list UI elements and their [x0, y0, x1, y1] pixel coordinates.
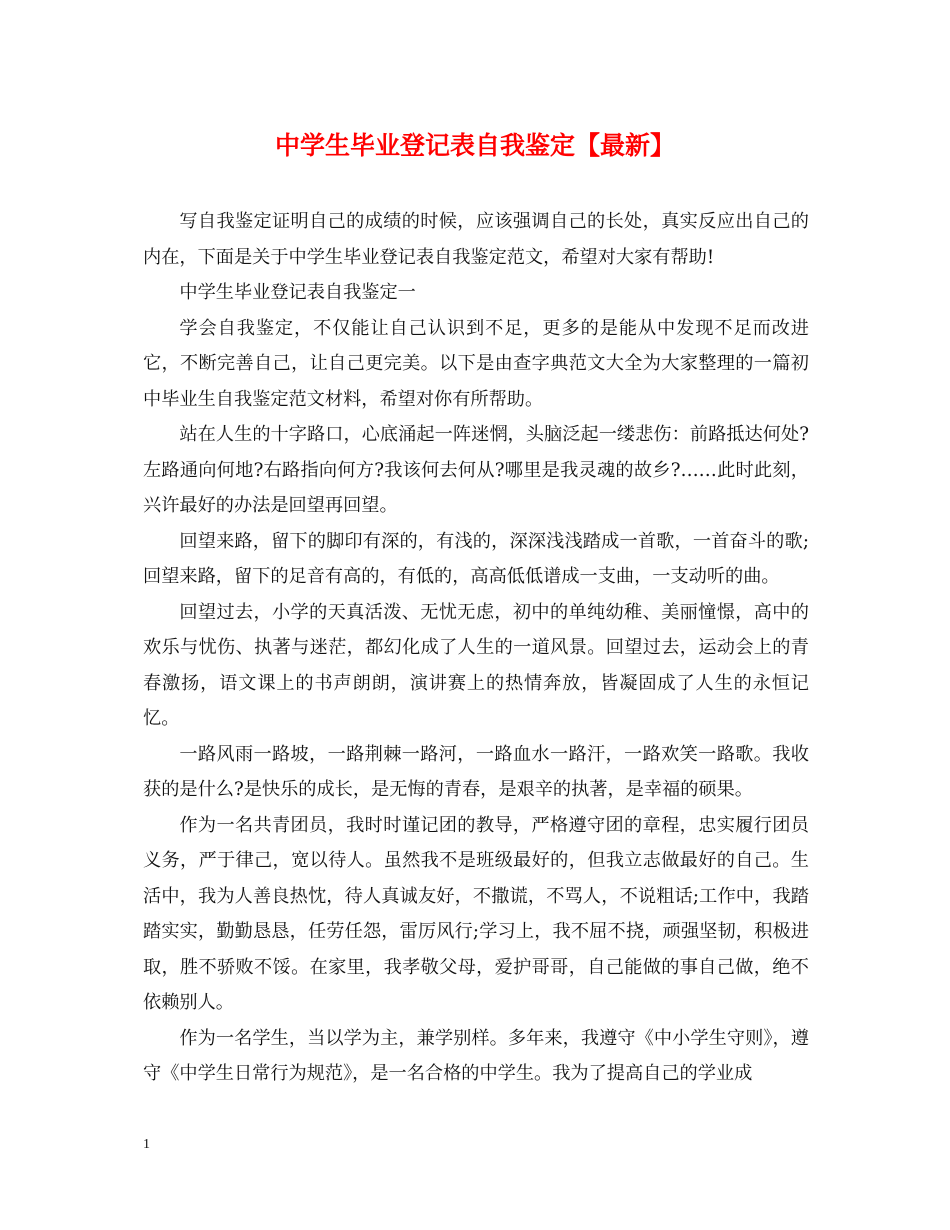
paragraph-intro: 写自我鉴定证明自己的成绩的时候，应该强调自己的长处，真实反应出自己的内在，下面是关于中学生毕业登记表自我鉴定范文，希望对大家有帮助!: [143, 211, 809, 268]
paragraph-student: 作为一名学生，当以学为主，兼学别样。多年来，我遵守《中小学生守则》，遵守《中学生日常行为规范》，是一名合格的中学生。我为了提高自己的学业成: [143, 1027, 809, 1084]
paragraph-self-assessment: 学会自我鉴定，不仅能让自己认识到不足，更多的是能从中发现不足而改进它，不断完善自己，让自己更完美。以下是由查字典范文大全为大家整理的一篇初中毕业生自我鉴定范文材料，希望对你有所帮助。: [143, 317, 809, 410]
document-body: [143, 204, 809, 1092]
paragraph-crossroads: 站在人生的十字路口，心底涌起一阵迷惘，头脑泛起一缕悲伤：前路抵达何处?左路通向何地?右路指向何方?我该何去何从?哪里是我灵魂的故乡?……此时此刻，兴许最好的办法是回望再回望。: [143, 424, 809, 516]
paragraph-look-back-past: 回望过去，小学的天真活泼、无忧无虑，初中的单纯幼稚、美丽憧憬，高中的欢乐与忧伤、执著与迷茫，都幻化成了人生的一道风景。回望过去，运动会上的青春激扬，语文课上的书声朗朗，演讲赛上的热情奔放，皆凝固成了人生的永恒记忆。: [143, 601, 809, 729]
paragraph-section-heading: 中学生毕业登记表自我鉴定一: [179, 282, 416, 303]
paragraph-league-member: 作为一名共青团员，我时时谨记团的教导，严格遵守团的章程，忠实履行团员义务，严于律己，宽以待人。虽然我不是班级最好的，但我立志做最好的自己。生活中，我为人善良热忱，待人真诚友好，不撒谎，不骂人，不说粗话;工作中，我踏踏实实，勤勤恳恳，任劳任怨，雷厉风行;学习上，我不屈不挠，顽强坚韧，积极进取，胜不骄败不馁。在家里，我孝敬父母，爱护哥哥，自己能做的事自己做，绝不依赖别人。: [143, 814, 809, 1013]
page-number: 1: [143, 1137, 150, 1152]
paragraph-look-back-road: 回望来路，留下的脚印有深的，有浅的，深深浅浅踏成一首歌，一首奋斗的歌;回望来路，留下的足音有高的，有低的，高高低低谱成一支曲，一支动听的曲。: [143, 530, 809, 587]
paragraph-journey: 一路风雨一路坡，一路荆棘一路河，一路血水一路汗，一路欢笑一路歌。我收获的是什么?是快乐的成长，是无悔的青春，是艰辛的执著，是幸福的硕果。: [143, 743, 809, 800]
document-title: 中学生毕业登记表自我鉴定【最新】: [274, 131, 675, 160]
